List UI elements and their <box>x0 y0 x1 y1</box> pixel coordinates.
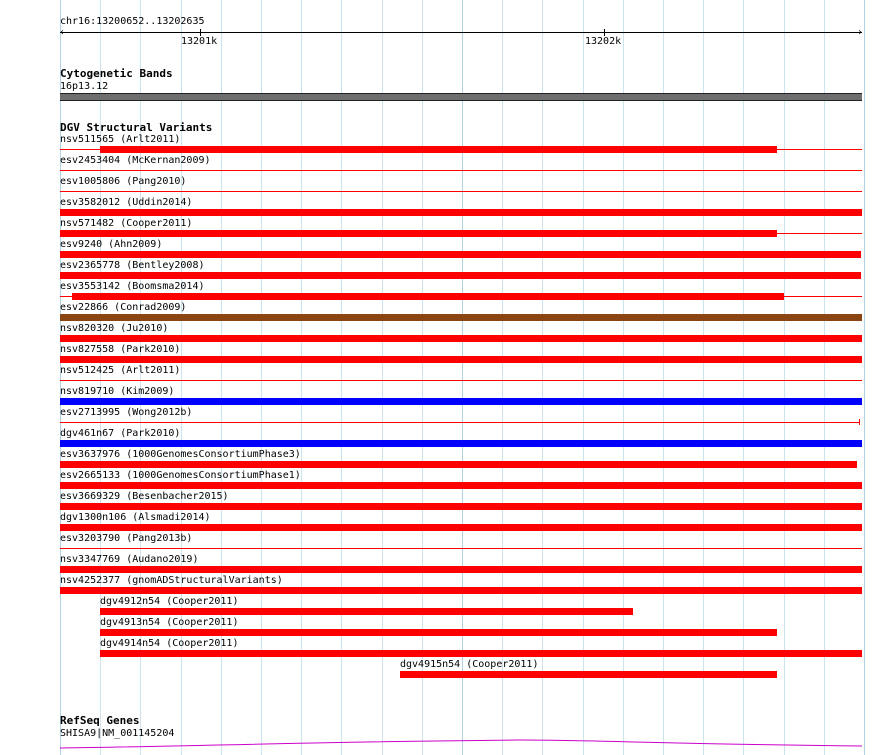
dgv-feature-label[interactable]: esv2453404 (McKernan2009) <box>60 155 211 166</box>
refseq-track-title[interactable]: RefSeq Genes <box>60 714 140 727</box>
ruler-tick <box>604 29 605 36</box>
grid-line <box>422 0 423 755</box>
cytoband-track-title[interactable]: Cytogenetic Bands <box>60 67 173 80</box>
dgv-feature-label[interactable]: esv2665133 (1000GenomesConsortiumPhase1) <box>60 470 301 481</box>
grid-line <box>824 0 825 755</box>
dgv-feature-label[interactable]: esv3637976 (1000GenomesConsortiumPhase3) <box>60 449 301 460</box>
dgv-feature-connector <box>60 170 862 171</box>
grid-line <box>382 0 383 755</box>
dgv-feature-bar[interactable] <box>60 440 862 447</box>
dgv-feature-connector <box>60 191 862 192</box>
cytoband-16p13-12[interactable] <box>60 93 862 101</box>
dgv-feature-bar[interactable] <box>100 146 777 153</box>
dgv-feature-label[interactable]: dgv4912n54 (Cooper2011) <box>100 596 239 607</box>
dgv-feature-label[interactable]: nsv512425 (Arlt2011) <box>60 365 181 376</box>
dgv-feature-connector <box>60 422 860 423</box>
ruler-right-arrow-icon: › <box>857 27 864 38</box>
refseq-gene-model[interactable] <box>60 738 862 755</box>
dgv-feature-label[interactable]: esv1005806 (Pang2010) <box>60 176 187 187</box>
dgv-feature-bar[interactable] <box>60 524 862 531</box>
dgv-feature-label[interactable]: esv3582012 (Uddin2014) <box>60 197 193 208</box>
dgv-feature-label[interactable]: dgv1300n106 (Alsmadi2014) <box>60 512 211 523</box>
dgv-feature-label[interactable]: esv9240 (Ahn2009) <box>60 239 163 250</box>
dgv-feature-bar[interactable] <box>60 461 857 468</box>
dgv-feature-label[interactable]: esv2365778 (Bentley2008) <box>60 260 205 271</box>
grid-line <box>60 0 61 755</box>
dgv-feature-label[interactable]: esv3203790 (Pang2013b) <box>60 533 193 544</box>
cytoband-label: 16p13.12 <box>60 81 109 92</box>
grid-line <box>261 0 262 755</box>
dgv-feature-bar[interactable] <box>60 398 862 405</box>
dgv-feature-bar[interactable] <box>60 209 862 216</box>
dgv-feature-connector <box>60 380 862 381</box>
grid-line <box>743 0 744 755</box>
dgv-feature-bar[interactable] <box>60 335 862 342</box>
dgv-feature-label[interactable]: nsv820320 (Ju2010) <box>60 323 169 334</box>
ruler-tick-label: 13201k <box>181 36 218 47</box>
grid-line <box>663 0 664 755</box>
dgv-feature-label[interactable]: esv3553142 (Boomsma2014) <box>60 281 205 292</box>
dgv-feature-label[interactable]: dgv461n67 (Park2010) <box>60 428 181 439</box>
dgv-feature-label[interactable]: nsv827558 (Park2010) <box>60 344 181 355</box>
dgv-feature-label[interactable]: esv3669329 (Besenbacher2015) <box>60 491 229 502</box>
grid-line <box>502 0 503 755</box>
dgv-feature-label[interactable]: nsv3347769 (Audano2019) <box>60 554 199 565</box>
grid-line <box>784 0 785 755</box>
dgv-feature-bar[interactable] <box>60 356 862 363</box>
dgv-feature-label[interactable]: nsv571482 (Cooper2011) <box>60 218 193 229</box>
dgv-feature-label[interactable]: dgv4913n54 (Cooper2011) <box>100 617 239 628</box>
dgv-track-title[interactable]: DGV Structural Variants <box>60 121 213 134</box>
grid-line <box>864 0 865 755</box>
dgv-feature-connector <box>60 548 862 549</box>
dgv-feature-label[interactable]: nsv511565 (Arlt2011) <box>60 134 181 145</box>
dgv-feature-bar[interactable] <box>60 314 862 321</box>
dgv-feature-label[interactable]: dgv4914n54 (Cooper2011) <box>100 638 239 649</box>
dgv-feature-bar[interactable] <box>60 251 861 258</box>
dgv-feature-bar[interactable] <box>100 650 862 657</box>
grid-line <box>542 0 543 755</box>
ruler-region-label: chr16:13200652..13202635 <box>60 16 205 27</box>
dgv-feature-bar[interactable] <box>100 608 633 615</box>
dgv-feature-bar[interactable] <box>60 566 862 573</box>
dgv-feature-bar[interactable] <box>400 671 777 678</box>
dgv-feature-label[interactable]: esv2713995 (Wong2012b) <box>60 407 193 418</box>
ruler-tick <box>200 29 201 36</box>
dgv-feature-bar[interactable] <box>72 293 784 300</box>
grid-line <box>301 0 302 755</box>
dgv-feature-end-tick <box>859 419 860 425</box>
ruler-axis <box>60 32 862 33</box>
gene-intron-line <box>60 740 862 748</box>
ruler-tick-label: 13202k <box>585 36 622 47</box>
dgv-feature-label[interactable]: esv22866 (Conrad2009) <box>60 302 187 313</box>
grid-line <box>703 0 704 755</box>
dgv-feature-bar[interactable] <box>100 629 777 636</box>
grid-line <box>583 0 584 755</box>
dgv-feature-bar[interactable] <box>60 587 862 594</box>
ruler-left-arrow-icon: ‹ <box>59 27 66 38</box>
refseq-gene-label[interactable]: SHISA9|NM_001145204 <box>60 728 175 739</box>
dgv-feature-label[interactable]: nsv4252377 (gnomADStructuralVariants) <box>60 575 283 586</box>
grid-line <box>341 0 342 755</box>
grid-line <box>462 0 463 755</box>
dgv-feature-bar[interactable] <box>60 230 777 237</box>
dgv-feature-bar[interactable] <box>60 482 862 489</box>
dgv-feature-bar[interactable] <box>60 272 861 279</box>
dgv-feature-label[interactable]: nsv819710 (Kim2009) <box>60 386 175 397</box>
grid-line <box>623 0 624 755</box>
dgv-feature-label[interactable]: dgv4915n54 (Cooper2011) <box>400 659 539 670</box>
dgv-feature-bar[interactable] <box>60 503 862 510</box>
